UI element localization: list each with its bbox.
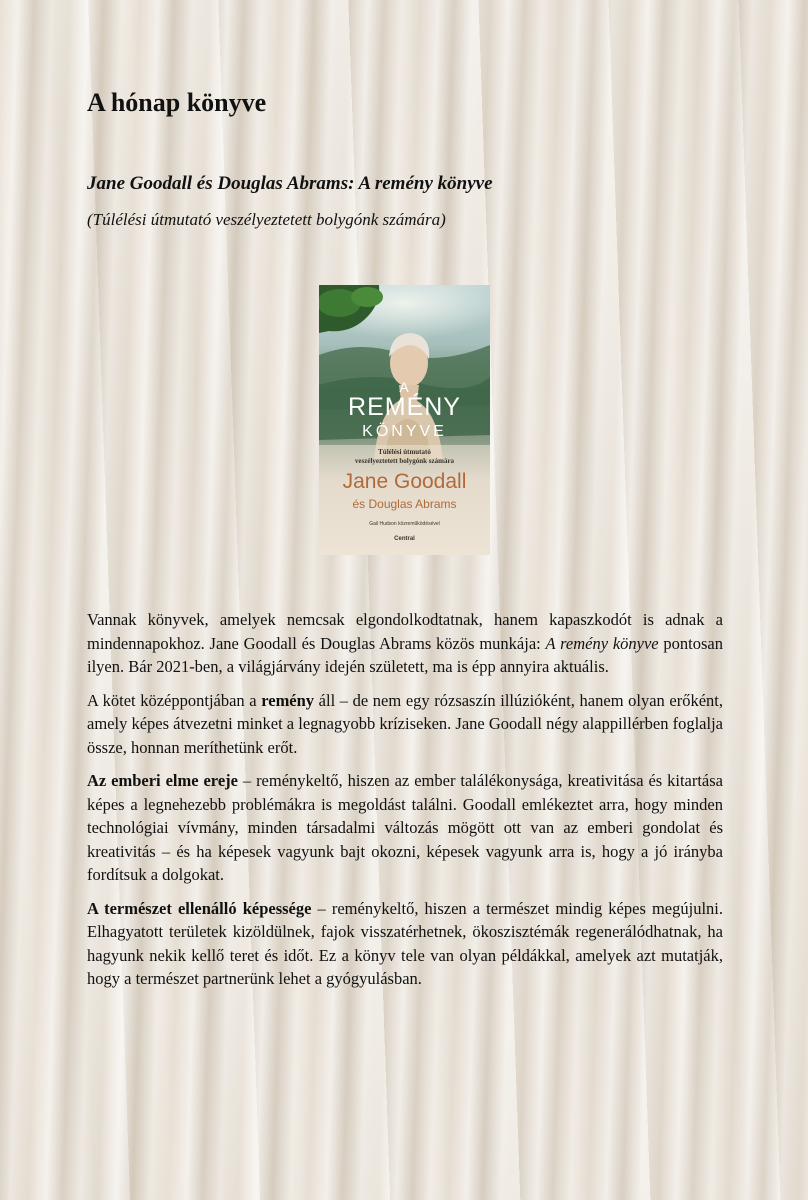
paragraph-text: – reménykeltő, hiszen az ember találékonysága, kreativitása és kitartása képes a legnehezebb problémákra is megoldást találni. Goodall emlékeztet arra, hogy minden technológiai vívmány, minden társadalmi változás mögött ott van az emberi gondolat és kreativitás – és ha képesek vagyunk bajt okozni, képesek vagyunk arra is, hogy a jó irányba fordítsuk a dolgokat. [87,771,724,884]
article-body [87,608,723,1001]
paragraph-text: – reménykeltő, hiszen a természet mindig képes megújulni. Elhagyatott területek kizöldülnek, fajok visszatérhetnek, ökoszisztémák regenerálódhatnak, ha hagyunk nekik kellő teret és időt. Ez a könyv tele van olyan példákkal, amelyek azt mutatják, hogy a természet partnerünk lehet a gyógyulásban. [87,898,723,988]
cover-coauthor: és Douglas Abrams [352,497,457,511]
paragraph-text: Vannak könyvek, amelyek nemcsak elgondolkodtatnak, hanem kapaszkodót is adnak a mindennapokhoz. Jane Goodall és Douglas Abrams közös munkája: [87,610,723,653]
book-cover-image [319,285,490,555]
pillar-heading-human-mind: Az emberi elme ereje [87,771,238,790]
book-subtitle: (Túlélési útmutató veszélyeztetett bolygónk számára) [87,210,446,229]
cover-tagline-line2: veszélyeztetett bolygónk számára [354,457,455,465]
paragraph-nature-resilience [87,897,723,991]
cover-publisher: Central [394,536,415,542]
cover-author: Jane Goodall [342,470,467,493]
keyword-hope: remény [261,690,315,710]
paragraph-text: A kötet középpontjában a [87,690,262,710]
cover-title-article: A [399,379,410,395]
cover-title-main: REMÉNY [348,393,461,421]
pillar-heading-nature: A természet ellenálló képessége [87,898,312,918]
paragraph-text: áll – de nem egy rózsaszín illúzióként, hanem olyan erőként, amely képes átvezetni minket a legnagyobb kríziseken. Jane Goodall négy alappillérben foglalja össze, honnan meríthetünk erőt. [87,690,723,757]
cover-contributor: Gail Hudson közreműködésével [369,521,440,527]
paragraph-hope [87,689,723,760]
cover-tagline-line1: Túlélési útmutató [378,448,431,456]
paragraph-human-mind [87,769,723,887]
paragraph-intro [87,608,723,679]
book-title: Jane Goodall és Douglas Abrams: A remény könyve [87,173,493,194]
paragraph-text: pontosan ilyen. Bár 2021-ben, a világjárvány idején született, ma is épp annyira aktuális. [87,633,723,676]
cover-title-second: KÖNYVE [362,423,447,440]
page-title: A hónap könyve [87,88,267,117]
book-title-inline: A remény könyve [545,633,659,653]
